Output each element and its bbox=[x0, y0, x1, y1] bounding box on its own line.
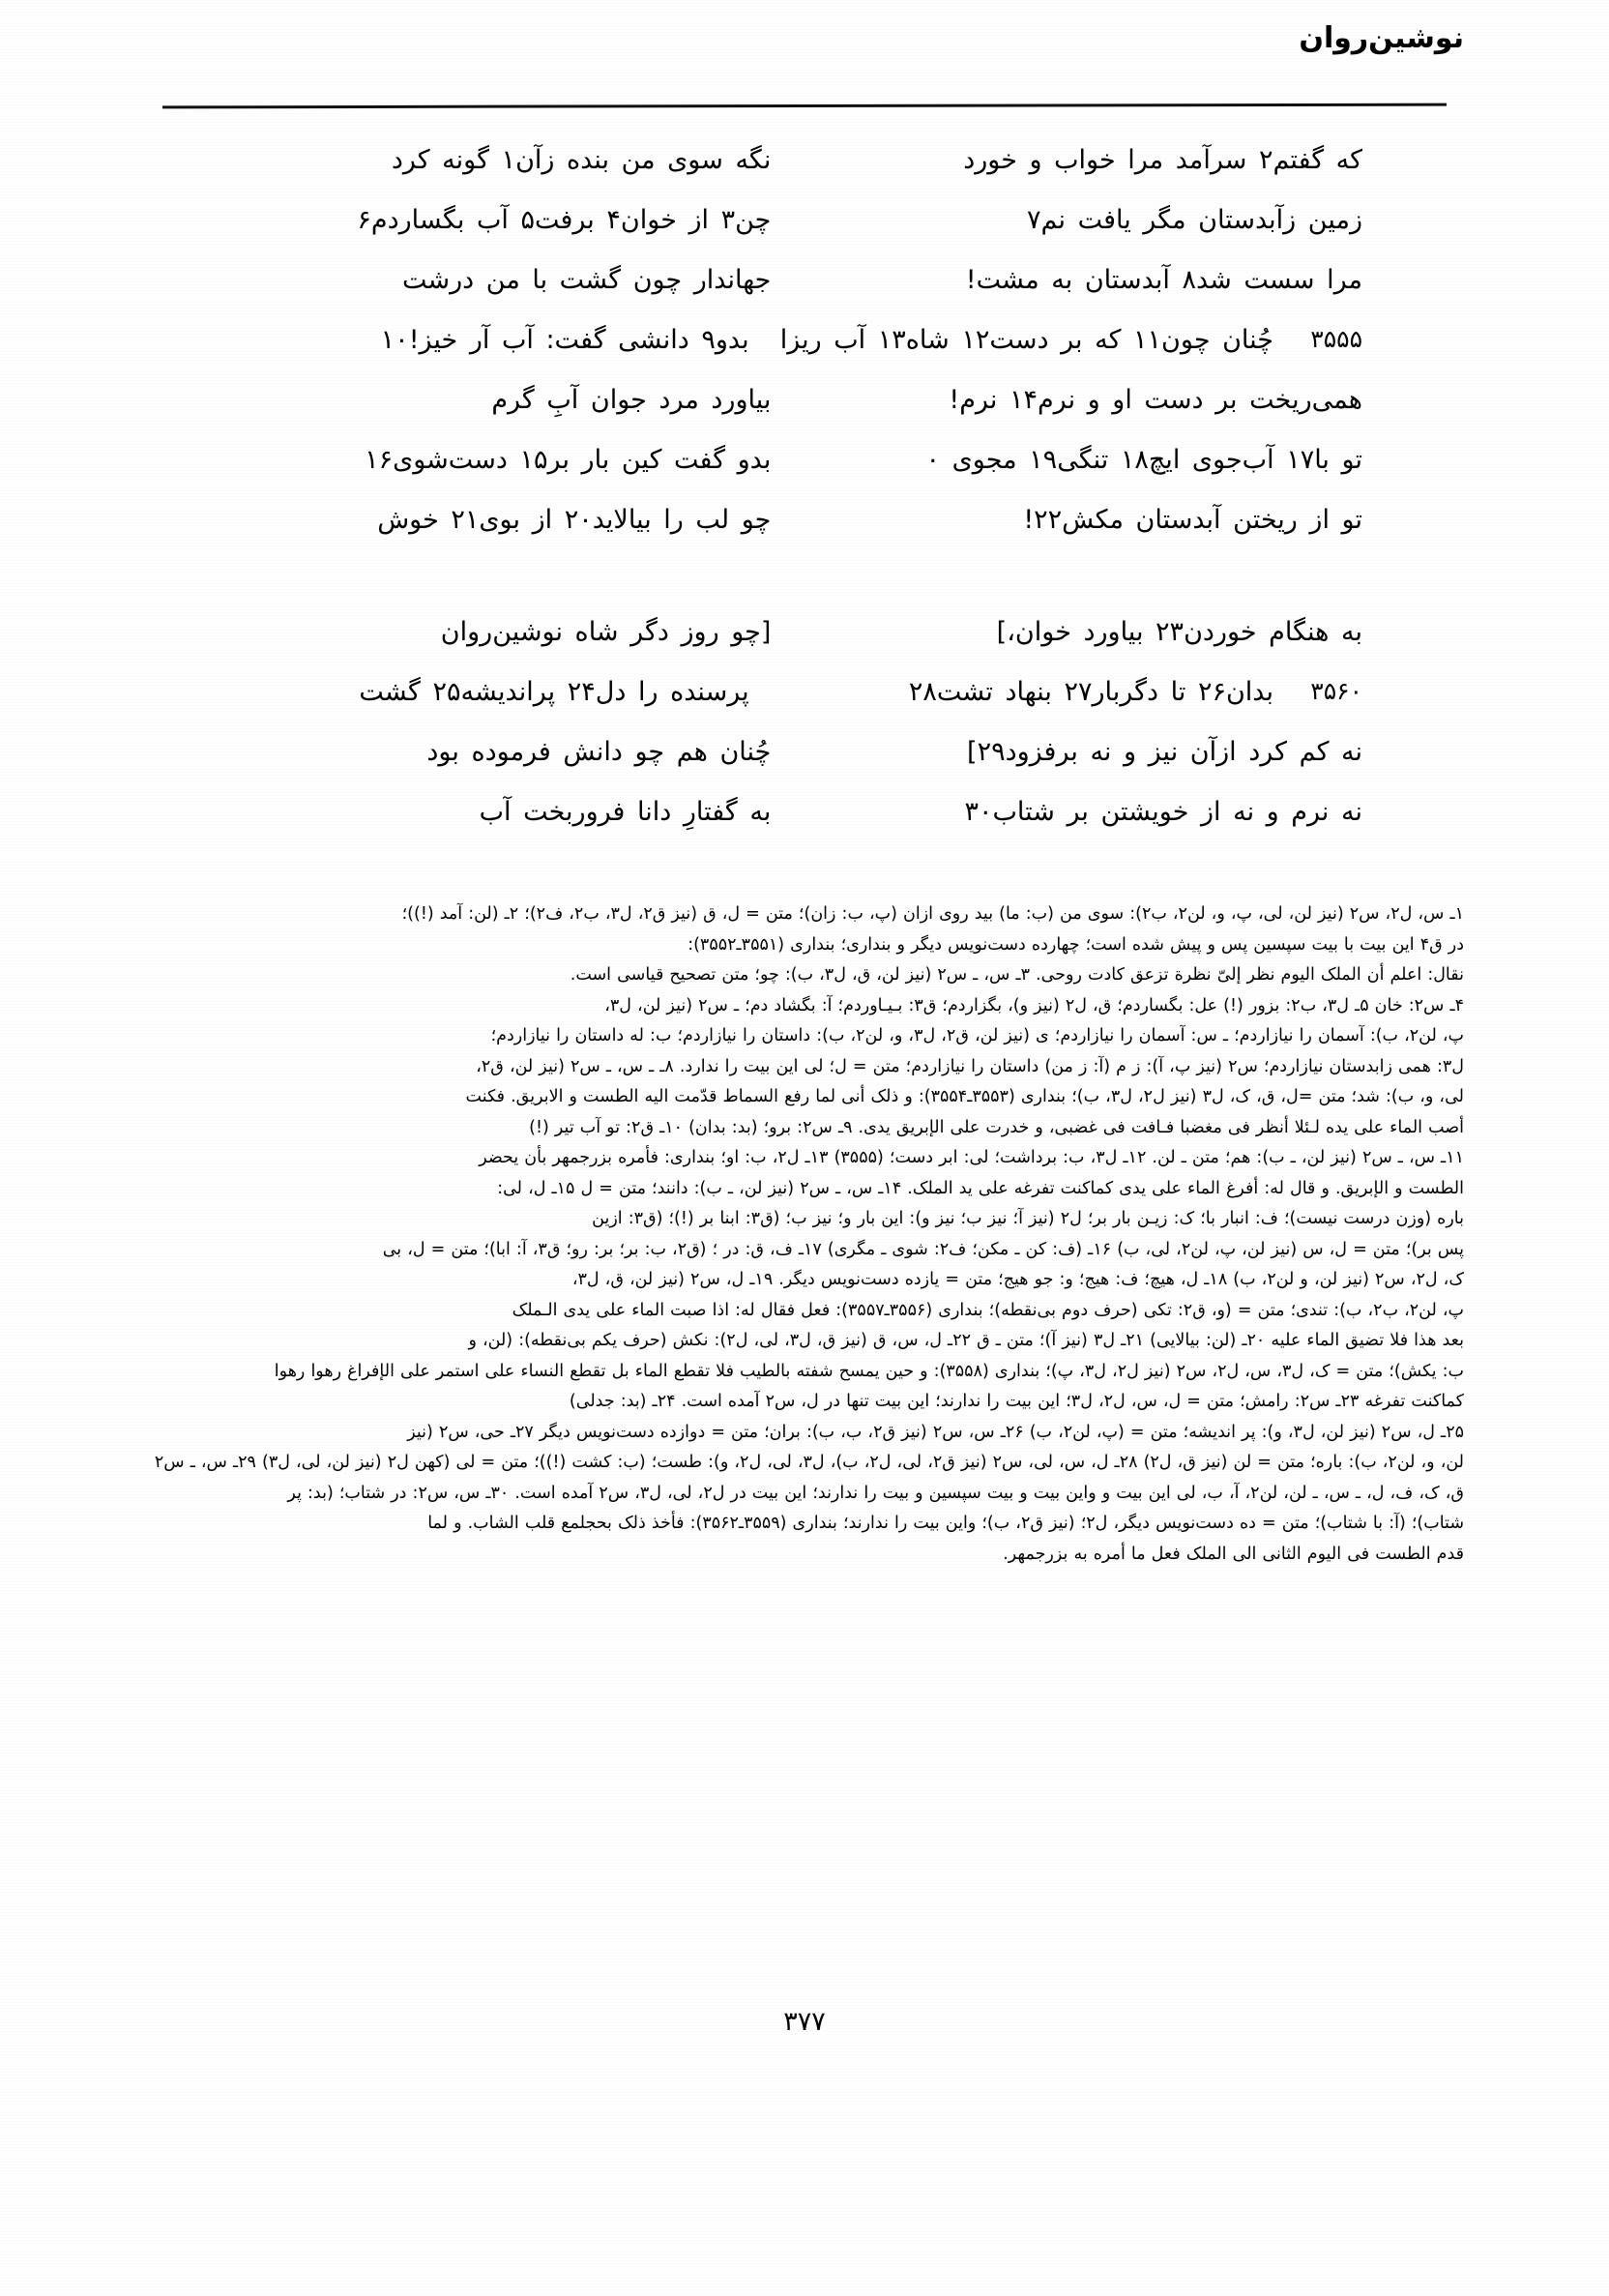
hemistich-right bbox=[838, 617, 1362, 647]
hemistich-text: بدو گفت کین بار بر۱۵ دست‌شوی۱۶ bbox=[365, 445, 772, 475]
hemistich-right bbox=[838, 385, 1362, 415]
apparatus-line: نقال: اعلم أن الملک الیوم نظر إلیّ نظرة تزعق کادت روحی. ۳ـ س، ـ س۲ (نیز لن، ق، ل۳، ب): چو؛ متن تصحیح قیاسی است. bbox=[570, 965, 1464, 985]
beyt-row bbox=[247, 617, 1362, 677]
beyt bbox=[247, 505, 1362, 565]
hemistich-left bbox=[247, 445, 771, 475]
hemistich-right bbox=[749, 325, 1362, 355]
apparatus-line: ۴ـ س۲: خان ۵ـ ل۳، ب۲: بزور (!) عل: بگساردم؛ ق، ل۲ (نیز و)، بگزاردم؛ ق۳: بـیـاوردم؛ آ: بگشاد دم؛ ـ س۲ (نیز لن، ل۳، bbox=[604, 995, 1464, 1016]
apparatus-line: پس بر)؛ متن = ل، س (نیز لن، پ، لن۲، لی، ب) ۱۶ـ (ف: کن ـ مکن؛ ف۲: شوی ـ مگری) ۱۷ـ ف، ق: در ؛ (ق۲، ب: بر؛ بر: رو؛ ق۳، آ: ابا)؛ متن = ل، بی bbox=[382, 1239, 1464, 1259]
beyt bbox=[247, 677, 1362, 737]
hemistich-left bbox=[247, 737, 771, 767]
hemistich-left bbox=[247, 385, 771, 415]
hemistich-text: نگه سوی من بنده زآن۱ گونه کرد bbox=[391, 145, 772, 175]
hemistich-text: همی‌ریخت بر دست او و نرم۱۴ نرم! bbox=[949, 385, 1362, 415]
apparatus-line: ب: یکش)؛ متن = ک، ل۳، س، ل۲، س۲ (نیز ل۲، ل۳، پ)؛ بنداری (۳۵۵۸): و حین یمسح شفته بالطیب فلا تقطع الماء بل تقطع النساء علی استمر علی الإفراغ رهوا رهوا bbox=[274, 1361, 1464, 1381]
apparatus-line: قدم الطست فی الیوم الثانی الی الملک فعل ما أمره به بزرجمهر. bbox=[1003, 1544, 1464, 1564]
hemistich-left bbox=[247, 797, 771, 827]
hemistich-text: زمین زآبدستان مگر یافت نم۷ bbox=[1026, 205, 1362, 235]
hemistich-text: تو با۱۷ آب‌جوی ایچ۱۸ تنگی۱۹ مجوی ۰ bbox=[925, 445, 1362, 475]
running-header: نوشین‌روان bbox=[1299, 21, 1464, 55]
beyt-row bbox=[247, 385, 1362, 445]
verse-area bbox=[247, 145, 1362, 909]
apparatus-line: لن، و، لن۲، ب): باره؛ متن = لن (نیز ق، ل۲) ۲۸ـ ل، س، لی، س۲ (نیز ق۲، لی، ل۲، ب)، ل۳، لی، ل۲، و): طست؛ (ب: کشت (!))؛ متن = لی (کهن ل۲ (نیز لن، لی، ل۳) ۲۹ـ س، ـ س۲ bbox=[154, 1453, 1464, 1472]
beyt-row bbox=[247, 145, 1362, 205]
hemistich-text: پرسنده را دل۲۴ پراندیشه۲۵ گشت bbox=[359, 677, 749, 707]
beyt-row bbox=[247, 797, 1362, 857]
beyt-row bbox=[247, 677, 1362, 737]
apparatus-line: شتاب)؛ (آ: با شتاب)؛ متن = ده دست‌نویس دیگر، ل۲؛ (نیز ق۲، ب)؛ واین بیت را ندارند؛ بنداری (۳۵۵۹ـ۳۵۶۲): فأخذ ذلک بحجلمع قلب الشاب. و لما bbox=[427, 1514, 1464, 1533]
apparatus-line: در ق۴ این بیت با بیت سپسین پس و پیش شده است؛ چهارده دست‌نویس دیگر و بنداری؛ بنداری (۳۵۵۱ـ۳۵۵۲): bbox=[687, 934, 1464, 955]
hemistich-text: چو لب را بیالاید۲۰ از بوی۲۱ خوش bbox=[377, 505, 772, 535]
apparatus-line: ک، ل۲، س۲ (نیز لن، و لن۲، ب) ۱۸ـ ل، هیچ؛ ف: هیج؛ و: جو هیج؛ متن = یازده دست‌نویس دیگر. ۱۹ـ ل، س۲ (نیز لن، ق، ل۳، bbox=[571, 1270, 1464, 1289]
stanza-3555 bbox=[247, 145, 1362, 565]
hemistich-text: به هنگام خوردن۲۳ بیاورد خوان،] bbox=[996, 617, 1362, 647]
beyt bbox=[247, 737, 1362, 797]
beyt bbox=[247, 445, 1362, 505]
apparatus-line: ق، ک، ف، ل، ـ س، ـ لن، لن۲، آ، ب، لی این بیت و واین بیت و بیت سپسین و بیت را ندارند؛ این بیت در ل۲، لی، ل۳، س۲ آمده است. ۳۰ـ س، س۲: در شتاب؛ (بد: پر bbox=[287, 1483, 1464, 1503]
hemistich-left bbox=[224, 677, 748, 707]
stanza-3560 bbox=[247, 617, 1362, 857]
beyt-row bbox=[247, 265, 1362, 325]
hemistich-left bbox=[224, 325, 748, 355]
beyt bbox=[247, 385, 1362, 445]
hemistich-text: که گفتم۲ سرآمد مرا خواب و خورد bbox=[963, 145, 1362, 175]
hemistich-right bbox=[838, 145, 1362, 175]
apparatus-line: کماکنت تفرغه ۲۳ـ س۲: رامش؛ متن = ل، س، ل۲، ل۳؛ این بیت را ندارند؛ این بیت تنها در ل، س۲ آمده است. ۲۴ـ (بد: جدلی) bbox=[569, 1392, 1464, 1411]
beyt bbox=[247, 145, 1362, 205]
hemistich-text: چُنان هم چو دانش فرموده بود bbox=[426, 737, 772, 767]
hemistich-text: تو از ریختن آبدستان مکش۲۲! bbox=[1023, 505, 1362, 535]
beyt bbox=[247, 265, 1362, 325]
hemistich-right bbox=[838, 265, 1362, 295]
hemistich-text: [چو روز دگر شاه نوشین‌روان bbox=[440, 617, 772, 647]
hemistich-text: چن۳ از خوان۴ برفت۵ آب بگساردم۶ bbox=[357, 205, 772, 235]
hemistich-right bbox=[838, 505, 1362, 535]
hemistich-text: بدان۲۶ تا دگربار۲۷ بنهاد تشت۲۸ bbox=[908, 677, 1273, 707]
hemistich-text: نه کم کرد ازآن نیز و نه برفزود۲۹] bbox=[967, 737, 1362, 767]
hemistich-text: مرا سست شد۸ آبدستان به مشت! bbox=[965, 265, 1362, 295]
beyt bbox=[247, 797, 1362, 857]
hemistich-right bbox=[838, 445, 1362, 475]
hemistich-right bbox=[838, 797, 1362, 827]
apparatus-line: پ، لن۲، ب): آسمان را نیازاردم؛ ـ س: آسمان را نیازاردم؛ ی (نیز لن، ق۲، ل۳، و، لن۲، ب): داستان را نیازاردم؛ ب: له داستان را نیازاردم؛ bbox=[490, 1026, 1464, 1045]
apparatus-line: باره (وزن درست نیست)؛ ف: انبار با؛ ک: زیـن بار بر؛ ل۲ (نیز آ؛ نیز ب؛ نیز و): این بار و؛ نیز ب؛ (ق۳: ابنا بر (!)؛ (ق۳: ازین bbox=[592, 1209, 1464, 1228]
apparatus-line: الطست و الإبریق. و قال له: أفرغ الماء علی یدی کماکنت تفرغه علی ید الملک. ۱۴ـ س، ـ س۲ (نیز لن، ـ ب): دانند؛ متن = ل ۱۵ـ ل، لی: bbox=[497, 1178, 1464, 1198]
hemistich-text: چُنان چون۱۱ که بر دست۱۲ شاه۱۳ آب ریزا bbox=[779, 325, 1273, 355]
hemistich-left bbox=[247, 505, 771, 535]
apparatus-line: ۱ـ س، ل۲، س۲ (نیز لن، لی، پ، و، لن۲، ب۲): سوی من (ب: ما) بید روی ازان (پ، ب: زان)؛ متن = ل، ق (نیز ق۲، ل۳، ب۲، ف۲)؛ ۲ـ (لن: آمد (!))؛ bbox=[401, 904, 1464, 924]
hemistich-left bbox=[247, 617, 771, 647]
hemistich-right bbox=[838, 205, 1362, 235]
apparatus-line: لی، و، ب): شد؛ متن =ل، ق، ک، ل۳ (نیز ل۲، ل۳، ب)؛ بنداری (۳۵۵۳ـ۳۵۵۴): و ذلک أنی لما رفع السماط قدّمت الیه الطست و الابریق. فکنت bbox=[465, 1087, 1464, 1106]
hemistich-right bbox=[749, 677, 1362, 707]
header-rule bbox=[162, 103, 1447, 108]
beyt-row bbox=[247, 445, 1362, 505]
critical-apparatus bbox=[145, 899, 1464, 1570]
beyt bbox=[247, 617, 1362, 677]
hemistich-left bbox=[247, 145, 771, 175]
apparatus-line: بعد هذا فلا تضیق الماء علیه ۲۰ـ (لن: بیالایی) ۲۱ـ ل۳ (نیز آ)؛ متن ـ ق ۲۲ـ ل، س، ق (نیز ق، ل۳، لی، ل۲): نکش (حرف یکم بی‌نقطه): (لن، و bbox=[468, 1331, 1464, 1350]
hemistich-text: بیاورد مرد جوان آبِ گرم bbox=[491, 385, 772, 415]
hemistich-text: بدو۹ دانشی گفت: آب آر خیز!۱۰ bbox=[380, 325, 749, 355]
page-number: ۳۷۷ bbox=[783, 2007, 826, 2037]
apparatus-line: ل۳: همی زابدستان نیازاردم؛ س۲ (نیز پ، آ): ز م (آ: ز من) داستان را نیازاردم؛ متن = ل؛ لی این بیت را ندارد. ۸ـ ـ س، ـ س۲ (نیز لن، ق۲، bbox=[476, 1056, 1464, 1076]
apparatus-line: ۲۵ـ ل، س۲ (نیز لن، ل۳، و): پر اندیشه؛ متن = (پ، لن۲، ب) ۲۶ـ س، س۲ (نیز ق۲، ب، ب): بران؛ متن = دوازده دست‌نویس دیگر ۲۷ـ حی، س۲ (نیز bbox=[407, 1422, 1464, 1442]
apparatus-line: ۱۱ـ س، ـ س۲ (نیز لن، ـ ب): هم؛ متن ـ لن. ۱۲ـ ل۳، ب: برداشت؛ لی: ابر دست؛ (۳۵۵۵) ۱۳ـ ل۲، ب: او؛ بنداری: فأمره بزرجمهر بأن یحضر bbox=[479, 1148, 1464, 1167]
hemistich-right bbox=[838, 737, 1362, 767]
beyt-row bbox=[247, 205, 1362, 265]
apparatus-line: أصب الماء علی یده لـئلا أنظر فی مغضبا فـافت فی غضبی، و خدرت علی الإبریق یدی. ۹ـ س۲: برو؛ (بد: بدان) ۱۰ـ ق۲: تو آب تیر (!) bbox=[529, 1117, 1464, 1137]
beyt-row bbox=[247, 325, 1362, 385]
hemistich-text: به گفتارِ دانا فروربخت آب bbox=[479, 797, 772, 827]
hemistich-left bbox=[247, 205, 771, 235]
apparatus-line: پ، لن۲، ب۲، ب): تندی؛ متن = (و، ق۲: تکی (حرف دوم بی‌نقطه)؛ بنداری (۳۵۵۶ـ۳۵۵۷): فعل فقال له: اذا صبت الماء علی یدی الـملک bbox=[512, 1300, 1464, 1320]
hemistich-text: نه نرم و نه از خویشتن بر شتاب۳۰ bbox=[964, 797, 1362, 827]
beyt-row bbox=[247, 505, 1362, 565]
verse-number: ۳۵۶۰ bbox=[1310, 677, 1362, 705]
beyt-row bbox=[247, 737, 1362, 797]
beyt bbox=[247, 325, 1362, 385]
hemistich-left bbox=[247, 265, 771, 295]
verse-number: ۳۵۵۵ bbox=[1310, 325, 1362, 353]
beyt bbox=[247, 205, 1362, 265]
hemistich-text: جهاندار چون گشت با من درشت bbox=[401, 265, 772, 295]
